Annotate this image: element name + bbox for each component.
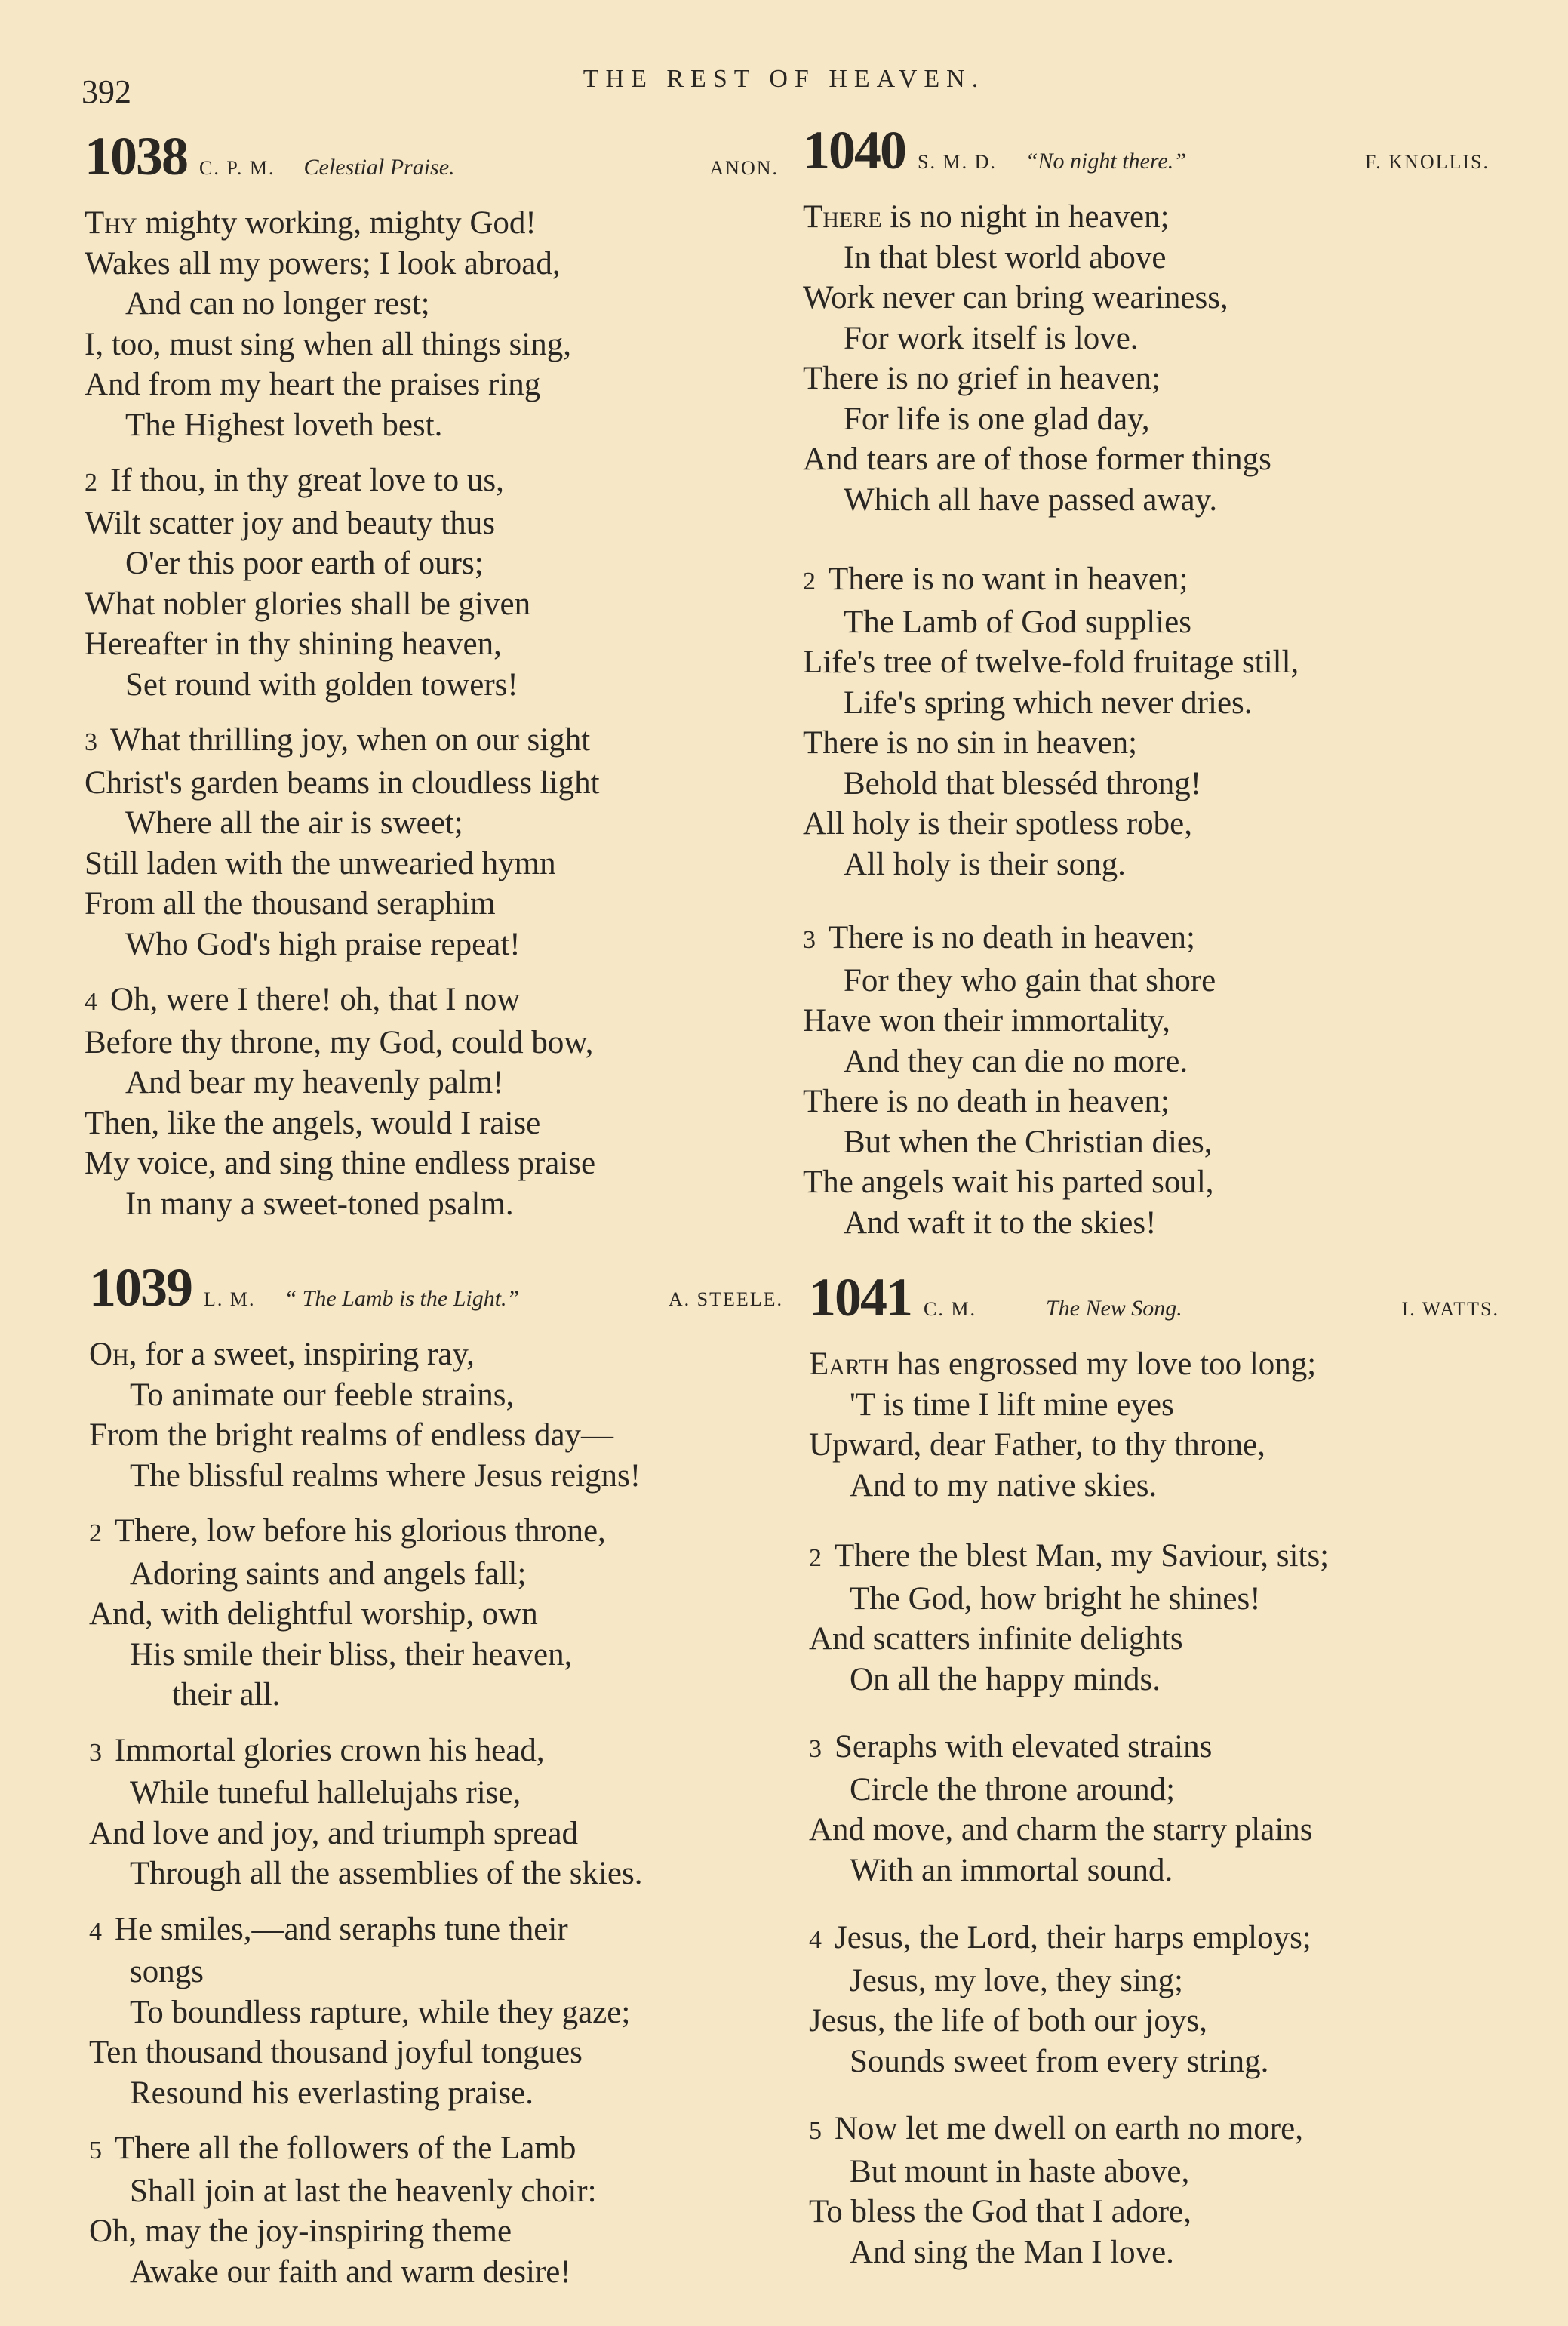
verse-line: What nobler glories shall be given — [85, 586, 531, 622]
hymn-meter: C. P. M. — [199, 157, 275, 179]
hymn-meter: S. M. D. — [918, 151, 997, 173]
verse-line: And waft it to the skies! — [844, 1205, 1157, 1241]
stanza-number: 2 — [89, 1519, 102, 1547]
verse-line: Have won their immortality, — [803, 1003, 1170, 1038]
verse-line: And sing the Man I love. — [850, 2234, 1174, 2270]
hymn-author: A. STEELE. — [668, 1288, 783, 1310]
stanza-3 — [89, 1731, 783, 1894]
hymn-meter: C. M. — [924, 1298, 976, 1320]
hymn-1040 — [803, 119, 1490, 1243]
verse-line: Where all the air is sweet; — [125, 805, 463, 841]
stanza-number: 2 — [809, 1544, 822, 1572]
stanza-2 — [89, 1511, 783, 1715]
verse-line: 4 Jesus, the Lord, their harps employs; — [809, 1918, 1499, 1961]
hymn-author: F. KNOLLIS. — [1364, 151, 1490, 173]
hymn-1038 — [85, 125, 779, 1224]
page-number: 392 — [81, 73, 131, 110]
stanza-3 — [85, 720, 779, 965]
verse-line: And to my native skies. — [850, 1467, 1158, 1503]
stanza-number: 3 — [803, 926, 816, 954]
verse-line: I, too, must sing when all things sing, — [85, 326, 571, 362]
hymn-header — [809, 1266, 1499, 1329]
verse-line: Then, like the angels, would I raise — [85, 1105, 541, 1141]
stanza-number: 5 — [89, 2137, 102, 2164]
verse-line: My voice, and sing thine endless praise — [85, 1146, 596, 1181]
stanza-1 — [89, 1334, 783, 1496]
tune-name: Celestial Praise. — [303, 155, 455, 180]
stanza-3 — [803, 918, 1490, 1243]
stanza-1 — [803, 197, 1490, 520]
hymn-author: I. WATTS. — [1401, 1298, 1499, 1320]
verse-line: Set round with golden towers! — [125, 666, 518, 703]
verse-line: The Lamb of God supplies — [844, 604, 1191, 640]
verse-line: The God, how bright he shines! — [850, 1580, 1261, 1617]
verse-line: 2 There the blest Man, my Saviour, sits; — [809, 1536, 1499, 1579]
first-word: Earth — [809, 1346, 890, 1382]
verse-line: 2 If thou, in thy great love to us, — [85, 460, 779, 503]
verse-line: There is no death in heaven; — [803, 1084, 1170, 1119]
verse-line: In that blest world above — [844, 239, 1167, 275]
verse-line: 2 There, low before his glorious throne, — [89, 1511, 783, 1554]
stanza-2 — [803, 559, 1490, 885]
verse-line: To bless the God that I adore, — [809, 2194, 1191, 2229]
verse-line: With an immortal sound. — [850, 1852, 1173, 1888]
verse-line: Life's spring which never dries. — [844, 685, 1253, 721]
stanza-5 — [89, 2128, 783, 2292]
verse-line: From all the thousand seraphim — [85, 886, 496, 921]
verse-line: The Highest loveth best. — [125, 407, 443, 443]
verse-line: Wilt scatter joy and beauty thus — [85, 505, 495, 541]
verse-line: 4 He smiles,—and seraphs tune their — [89, 1909, 783, 1952]
hymn-number: 1040 — [803, 120, 905, 180]
verse-line: 5 There all the followers of the Lamb — [89, 2128, 783, 2171]
verse-line: Which all have passed away. — [844, 482, 1218, 518]
stanza-number: 2 — [85, 469, 97, 497]
stanza-1 — [809, 1344, 1499, 1506]
verse-line: Through all the assemblies of the skies. — [130, 1856, 643, 1891]
verse-line: 3 There is no death in heaven; — [803, 918, 1490, 961]
first-word: There — [803, 199, 882, 235]
stanza-2 — [85, 460, 779, 705]
verse-line: Awake our faith and warm desire! — [130, 2254, 571, 2290]
verse-line: Oh, may the joy-inspiring theme — [89, 2214, 512, 2249]
verse-line: Christ's garden beams in cloudless light — [85, 765, 600, 801]
verse-line: All holy is their spotless robe, — [803, 806, 1192, 841]
verse-line: There is no sin in heaven; — [803, 725, 1138, 761]
verse-line: There is no night in heaven; — [803, 199, 1170, 235]
verse-line: And scatters infinite delights — [809, 1621, 1183, 1657]
hymn-meter: L. M. — [204, 1288, 256, 1310]
stanza-1 — [85, 203, 779, 445]
verse-line: Before thy throne, my God, could bow, — [85, 1024, 594, 1060]
verse-line: 3 Immortal glories crown his head, — [89, 1731, 783, 1774]
verse-line: On all the happy minds. — [850, 1661, 1161, 1697]
verse-line: 5 Now let me dwell on earth no more, — [809, 2109, 1499, 2152]
verse-line: For work itself is love. — [844, 320, 1139, 356]
stanza-number: 4 — [85, 988, 97, 1016]
hymn-header — [85, 125, 779, 188]
verse-line: Thy mighty working, mighty God! — [85, 205, 537, 241]
verse-line: Circle the throne around; — [850, 1771, 1176, 1808]
verse-line: Who God's high praise repeat! — [125, 926, 521, 962]
verse-line: Jesus, my love, they sing; — [850, 1962, 1183, 1998]
verse-line: For they who gain that shore — [844, 962, 1216, 998]
verse-line: And, with delightful worship, own — [89, 1596, 538, 1632]
verse-line: Sounds sweet from every string. — [850, 2043, 1269, 2079]
verse-line: The blissful realms where Jesus reigns! — [130, 1457, 641, 1494]
verse-line: Adoring saints and angels fall; — [130, 1555, 527, 1592]
stanza-4 — [89, 1909, 783, 2114]
verse-line: their all. — [172, 1677, 281, 1712]
stanza-number: 5 — [809, 2117, 822, 2145]
hymn-header — [89, 1257, 783, 1319]
hymn-number: 1041 — [809, 1267, 912, 1328]
verse-line: Hereafter in thy shining heaven, — [85, 626, 502, 662]
stanza-number: 2 — [803, 568, 816, 595]
tune-name: “No night there.” — [1025, 149, 1186, 174]
verse-line: Earth has engrossed my love too long; — [809, 1346, 1317, 1382]
verse-line: And tears are of those former things — [803, 442, 1271, 477]
verse-line: 4 Oh, were I there! oh, that I now — [85, 980, 779, 1023]
verse-line: Jesus, the life of both our joys, — [809, 2003, 1207, 2038]
first-word: Oh, — [89, 1337, 137, 1372]
verse-line: 2 There is no want in heaven; — [803, 559, 1490, 602]
stanza-number: 3 — [809, 1735, 822, 1763]
tune-name: “ The Lamb is the Light.” — [284, 1286, 520, 1311]
verse-line: And they can die no more. — [844, 1043, 1188, 1079]
verse-line: O'er this poor earth of ours; — [125, 546, 484, 581]
verse-line: There is no grief in heaven; — [803, 361, 1161, 396]
verse-line: 'T is time I lift mine eyes — [850, 1386, 1174, 1423]
hymn-number: 1039 — [89, 1257, 192, 1318]
verse-line: In many a sweet-toned psalm. — [125, 1186, 514, 1222]
verse-line: Oh, for a sweet, inspiring ray, — [89, 1337, 475, 1372]
verse-line: For life is one glad day, — [844, 401, 1150, 437]
stanza-number: 4 — [89, 1917, 102, 1946]
verse-line: All holy is their song. — [844, 846, 1126, 882]
stanza-2 — [809, 1536, 1499, 1700]
first-word: Thy — [85, 205, 137, 241]
tune-name: The New Song. — [1045, 1296, 1182, 1321]
verse-line: 3 What thrilling joy, when on our sight — [85, 720, 779, 763]
verse-line: Still laden with the unwearied hymn — [85, 845, 556, 881]
verse-line: And love and joy, and triumph spread — [89, 1815, 579, 1851]
stanza-number: 3 — [89, 1738, 102, 1767]
verse-line: The angels wait his parted soul, — [803, 1165, 1214, 1200]
verse-line: Ten thousand thousand joyful tongues — [89, 2035, 583, 2070]
stanza-5 — [809, 2109, 1499, 2272]
stanza-number: 3 — [85, 728, 97, 756]
verse-line: Life's tree of twelve-fold fruitage still, — [803, 645, 1299, 680]
verse-line: And can no longer rest; — [125, 286, 430, 322]
verse-line: Work never can bring weariness, — [803, 280, 1228, 315]
hymn-number: 1038 — [85, 126, 187, 186]
stanza-4 — [85, 980, 779, 1224]
verse-line: While tuneful hallelujahs rise, — [130, 1775, 521, 1811]
verse-line: And from my heart the praises ring — [85, 367, 541, 402]
hymn-1039 — [89, 1257, 783, 2292]
hymn-header — [803, 119, 1490, 182]
verse-line: Wakes all my powers; I look abroad, — [85, 245, 561, 282]
stanza-4 — [809, 1918, 1499, 2081]
verse-line: songs — [130, 1954, 204, 1989]
verse-line: But when the Christian dies, — [844, 1124, 1213, 1160]
verse-line: Upward, dear Father, to thy throne, — [809, 1427, 1265, 1463]
verse-line: But mount in haste above, — [850, 2153, 1190, 2189]
stanza-number: 4 — [809, 1926, 822, 1954]
verse-line: His smile their bliss, their heaven, — [130, 1636, 573, 1672]
hymn-1041 — [809, 1266, 1499, 2272]
verse-line: From the bright realms of endless day— — [89, 1417, 614, 1453]
verse-line: Shall join at last the heavenly choir: — [130, 2173, 597, 2209]
hymn-author: ANON. — [709, 157, 779, 179]
verse-line: And bear my heavenly palm! — [125, 1065, 504, 1100]
verse-line: Resound his everlasting praise. — [130, 2075, 534, 2111]
verse-line: To animate our feeble strains, — [130, 1377, 515, 1413]
running-head: THE REST OF HEAVEN. — [583, 65, 985, 93]
verse-line: Behold that blesséd throng! — [844, 765, 1202, 801]
stanza-3 — [809, 1727, 1499, 1891]
verse-line: To boundless rapture, while they gaze; — [130, 1994, 631, 2030]
verse-line: And move, and charm the starry plains — [809, 1812, 1313, 1848]
verse-line: 3 Seraphs with elevated strains — [809, 1727, 1499, 1770]
